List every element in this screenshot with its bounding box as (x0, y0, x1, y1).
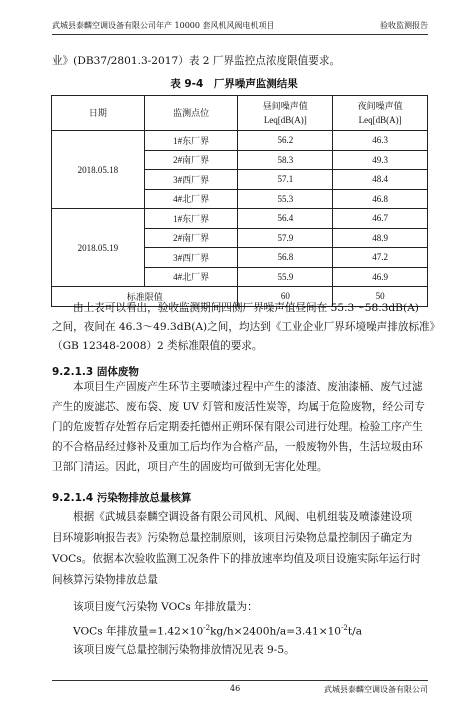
day-value: 56.8 (238, 248, 333, 268)
night-value: 48.9 (333, 228, 428, 248)
noise-paragraph-line: 之间，夜间在 46.3～49.3dB(A)之间，均达到《工业企业厂界环境噪声排放标准》 (52, 321, 441, 333)
total-emissions-paragraph-line: 根据《武城县泰麟空调设备有限公司风机、风阀、电机组装及喷漆建设项 (73, 511, 412, 523)
header-date: 日期 (52, 96, 145, 131)
point-cell: 4#北厂界 (144, 267, 238, 287)
header-day: 昼间噪声值 Leq[dB(A)] (238, 96, 333, 131)
total-emissions-paragraph-line: VOCs。依据本次验收监测工况条件下的排放速率均值及项目设施实际年运行时 (52, 553, 421, 565)
day-value: 55.9 (238, 267, 333, 287)
header-project-title: 武城县泰麟空调设备有限公司年产 10000 套风机风阀电机项目 (52, 21, 275, 30)
voc-formula: VOCs 年排放量$=1.42\times 10^{-2}kg/h\times 2400h/a=3.41\times 10^{-2}t/a$ (73, 624, 363, 638)
page-number: 46 (230, 684, 241, 693)
voc-intro-line: 该项目废气污染物 VOCs 年排放量为： (73, 601, 258, 613)
header-night: 夜间噪声值 Leq[dB(A)] (333, 96, 428, 131)
limit-label: 标准限值 (52, 287, 238, 307)
limit-day: 60 (238, 287, 333, 307)
noise-paragraph-line: （GB 12348-2008）2 类标准限值的要求。 (52, 340, 263, 352)
solid-waste-paragraph-line: 的不合格品经过修补及重加工后均作为合格产品，一般废物外售，生活垃圾由环 (52, 441, 423, 453)
night-value: 46.8 (333, 189, 428, 209)
footer-company: 武城县泰麟空调设备有限公司 (324, 685, 428, 694)
night-value: 46.9 (333, 267, 428, 287)
day-value: 56.2 (238, 131, 333, 151)
day-value: 57.1 (238, 170, 333, 190)
page-header (52, 20, 428, 35)
point-cell: 3#西厂界 (144, 248, 238, 268)
point-cell: 2#南厂界 (144, 150, 238, 170)
closing-line: 该项目废气总量控制污染物排放情况见表 9-5。 (73, 644, 295, 656)
point-cell: 4#北厂界 (144, 189, 238, 209)
total-emissions-paragraph-line: 间核算污染物排放总量 (52, 574, 158, 586)
table-caption: 表 9-4 厂界噪声监测结果 (170, 78, 298, 90)
solid-waste-paragraph-line: 产生的废滤芯、废布袋、废 UV 灯管和废活性炭等，均属于危险废物，经公司专 (52, 401, 425, 413)
day-value: 56.4 (238, 209, 333, 229)
total-emissions-paragraph-line: 目环境影响报告表》污染物总量控制原则，该项目污染物总量控制因子确定为 (52, 532, 413, 544)
night-value: 48.4 (333, 170, 428, 190)
intro-line: 业》(DB37/2801.3-2017）表 2 厂界监控点浓度限值要求。 (52, 55, 341, 67)
date-cell: 2018.05.19 (52, 209, 145, 287)
section-heading-total-emissions: 9.2.1.4 污染物排放总量核算 (52, 492, 192, 504)
point-cell: 3#西厂界 (144, 170, 238, 190)
header-report-type: 验收监测报告 (380, 21, 428, 30)
section-heading-solid-waste: 9.2.1.3 固体废物 (52, 366, 139, 378)
night-value: 46.7 (333, 209, 428, 229)
night-value: 47.2 (333, 248, 428, 268)
date-cell: 2018.05.18 (52, 131, 145, 209)
table-row (52, 209, 428, 229)
night-value: 49.3 (333, 150, 428, 170)
point-cell: 2#南厂界 (144, 228, 238, 248)
night-value: 46.3 (333, 131, 428, 151)
page-footer (52, 680, 428, 696)
day-value: 55.3 (238, 189, 333, 209)
header-point: 监测点位 (144, 96, 238, 131)
noise-paragraph-line: 由上表可以看出，验收监测期间四侧厂界噪声值昼间在 55.3～58.3dB(A) (73, 302, 419, 314)
table-row (52, 131, 428, 151)
table-header-row (52, 96, 428, 131)
point-cell: 1#东厂界 (144, 131, 238, 151)
day-value: 58.3 (238, 150, 333, 170)
solid-waste-paragraph-line: 本项目生产固废产生环节主要喷漆过程中产生的漆渣、废油漆桶、废气过滤 (73, 381, 423, 393)
noise-results-table (51, 95, 428, 307)
solid-waste-paragraph-line: 门的危废暂存处暂存后定期委托德州正朔环保有限公司进行处理。检验工序产生 (52, 421, 423, 433)
solid-waste-paragraph-line: 卫部门清运。因此，项目产生的固废均可做到无害化处理。 (52, 461, 328, 473)
point-cell: 1#东厂界 (144, 209, 238, 229)
day-value: 57.9 (238, 228, 333, 248)
limit-night: 50 (333, 287, 428, 307)
